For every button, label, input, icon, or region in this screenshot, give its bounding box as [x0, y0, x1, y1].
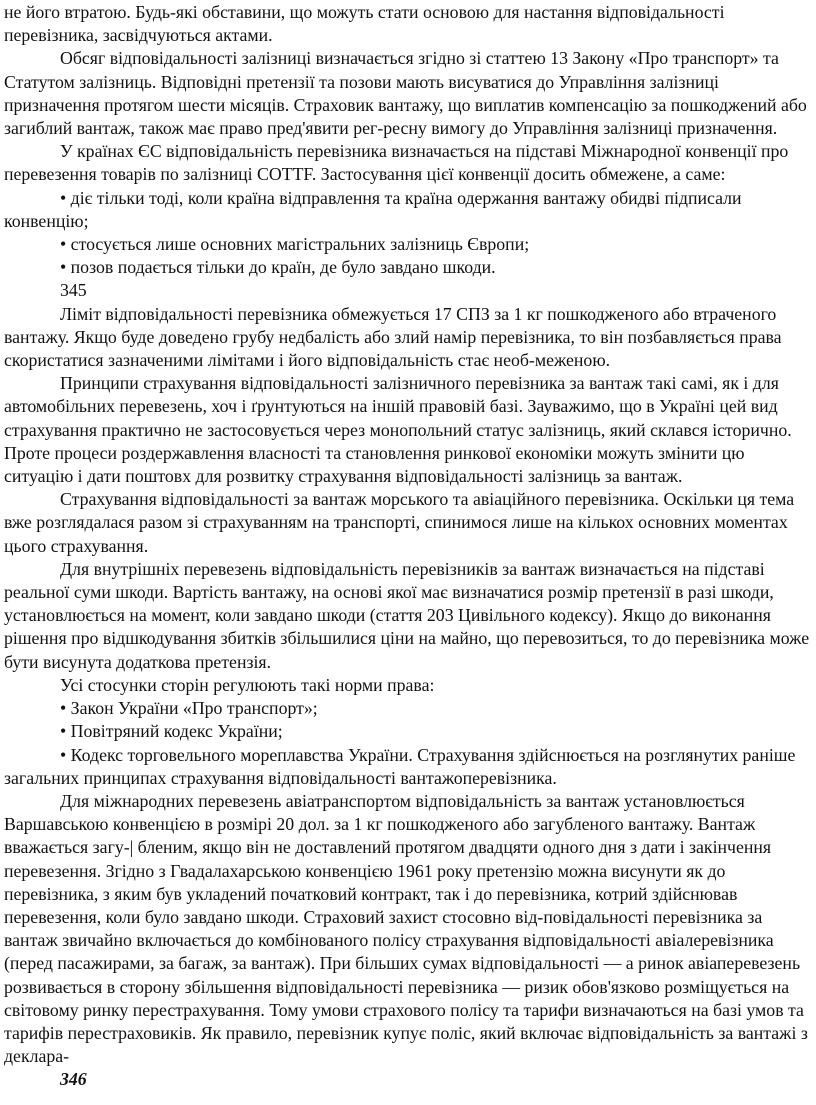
paragraph-legal-norms-intro: Усі стосунки сторін регулюють такі норми права: [60, 674, 435, 695]
list-item: • стосується лише основних магістральних залізниць Європи; [60, 234, 530, 255]
list-item: • Повітряний кодекс України; [60, 721, 283, 742]
list-item: • позов подається тільки до країн, де було завдано шкоди. [60, 257, 496, 278]
paragraph-eu-cottf: У країнах ЄС відповідальність перевізника визначається на підставі Міжнародної конвенції про перевезення товарів по залізниці СОТТF. Застосування цієї конвенції досить обмежене, а саме: [4, 141, 789, 185]
paragraph-insurance-principles: Принципи страхування відповідальності залізничного перевізника за вантаж такі самі, як і для автомобільних перевезень, хоч і ґрунтуються на іншій правовій базі. Зауважимо, що в Україні цей вид страхування практично не застосовується через монопольний статус залізниць, який склався історично. Проте процеси роздержавлення власності та становлення ринкової економіки можуть змінити цю ситуацію і дати поштовх для розвитку страхування відповідальності залізниць за вантаж. [4, 373, 792, 487]
paragraph-sea-air-insurance: Страхування відповідальності за вантаж морського та авіаційного перевізника. Оскільки ця тема вже розглядалася разом зі страхуванням на транспорті, спинимося лише на кількох основних моментах цього страхування. [4, 489, 795, 556]
page-number: 346 [60, 1069, 87, 1090]
paragraph-international-air: Для міжнародних перевезень авіатранспортом відповідальність за вантаж установлюється Варшавською конвенцією в розмірі 20 дол. за 1 кг пошкодженого або загубленого вантажу. Вантаж вважається загу-| бленим, якщо він не доставлений протягом двадцяти одного дня з дати і закінчення перевезення. Згідно з Гвадалахарською конвенцією 1961 року претензію можна висунути як до перевізника, з яким був укладений початковий контракт, так і до перевізника, котрий здійснював перевезення, коли було завдано шкоди. Страховий захист стосовно від-повідальності перевізника за вантаж звичайно включається до комбінованого полісу страхування відповідальності авіалеревізника (перед пасажирами, за багаж, за вантаж). При більших сумах відповідальності — а ринок авіаперевезень розвивається в сторону збільшення відповідальності перевізника — ризик обов'язково розміщується на світовому ринку перестрахування. Тому умови страхового полісу та тарифи визначаються на базі умов та тарифів перестраховиків. Як правило, перевізник купує поліс, який включає відповідальність за вантажі з деклара- [4, 790, 808, 1067]
paragraph-continuation: не його втратою. Будь-які обставини, що можуть стати основою для настання відповідальності перевізника, засвідчуються актами. [4, 2, 725, 46]
paragraph-domestic-transport: Для внутрішніх перевезень відповідальність перевізників за вантаж визначається на підставі реальної суми шкоди. Вартість вантажу, на основі якої має визначатися розмір претензії в разі шкоди, установлюється на момент, коли завдано шкоди (стаття 203 Цивільного кодексу). Якщо до виконання рішення про відшкодування збитків збільшилися ціни на майно, що перевозиться, то до перевізника може бути висунута додаткова претензія. [4, 558, 810, 672]
paragraph-railway-liability-scope: Обсяг відповідальності залізниці визначається згідно зі статтею 13 Закону «Про транспорт» та Статутом залізниць. Відповідні претензії та позови мають висуватися до Управління залізниці призначення протягом шести місяців. Страховик вантажу, що виплатив компенсацію за пошкоджений або загиблий вантаж, також має право пред'явити рег-ресну вимогу до Управління залізниці призначення. [4, 48, 807, 139]
list-item: • Кодекс торговельного мореплавства України. Страхування здійснюється на розглянутих раніше загальних принципах страхування відповідальності вантажоперевізника. [4, 744, 796, 788]
paragraph-liability-limit: Ліміт відповідальності перевізника обмежується 17 СПЗ за 1 кг пошкодженого або втраченого вантажу. Якщо буде доведено грубу недбалість або злий намір перевізника, то він позбавляється права скористатися зазначеними лімітами і його відповідальність стає необ-меженою. [4, 303, 782, 371]
list-item: • діє тільки тоді, коли країна відправлення та країна одержання вантажу обидві підписали конвенцію; [4, 187, 742, 231]
inline-page-marker: 345 [60, 280, 87, 301]
list-item: • Закон України «Про транспорт»; [60, 698, 318, 719]
